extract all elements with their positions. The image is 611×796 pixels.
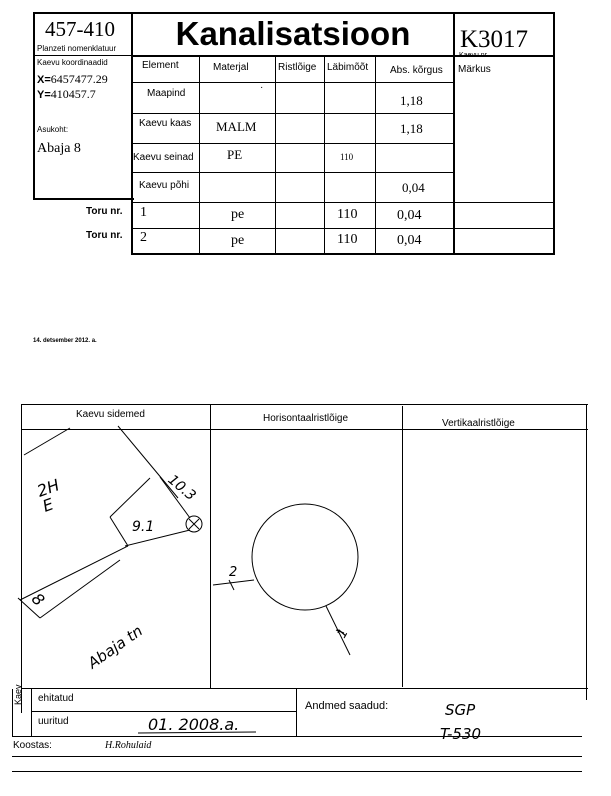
kaev-label: Kaev — [13, 684, 23, 705]
footer-line — [31, 689, 32, 737]
y-coordinate-label: Y= — [37, 89, 51, 101]
row-element: Maapind — [147, 88, 186, 99]
x-coordinate-value: 6457477.29 — [50, 72, 108, 86]
col-header-material: Materjal — [213, 62, 249, 73]
row-element: Kaevu põhi — [139, 180, 190, 191]
x-coordinate-label: X= — [37, 74, 51, 86]
y-coordinate-value: 410457.7 — [50, 87, 96, 101]
row-diameter: 110 — [340, 152, 354, 162]
building-line — [110, 517, 128, 546]
col-header-diameter: Läbimõõt — [327, 62, 369, 73]
data-from-value: SGP — [445, 701, 476, 719]
footer-line — [31, 711, 296, 712]
built-label: ehitatud — [38, 693, 74, 704]
location-label: Asukoht: — [37, 125, 69, 134]
coords-label: Kaevu koordinaadid — [37, 58, 108, 67]
author-value: H.Rohulaid — [105, 740, 152, 751]
distance-label: 10.3 — [164, 471, 199, 505]
col-header-elevation: Abs. kõrgus — [390, 65, 443, 76]
pipe-diameter: 110 — [337, 232, 358, 247]
data-from-value: T-530 — [440, 725, 482, 743]
footer-line — [12, 736, 582, 737]
pipe-2-line — [213, 580, 254, 585]
row-element: Kaevu seinad — [133, 152, 194, 163]
document-date: 14. detsember 2012. a. — [33, 338, 97, 344]
author-label: Koostas: — [13, 740, 52, 751]
pipe-label: Toru nr. — [86, 230, 123, 241]
panel-title-connections: Kaevu sidemed — [76, 409, 145, 420]
row-element: Kaevu kaas — [139, 118, 192, 129]
pipe-label: Toru nr. — [86, 206, 123, 217]
col-header-element: Element — [142, 60, 179, 71]
col-header-section: Ristlõige — [278, 62, 317, 73]
footer-line — [296, 689, 297, 737]
well-number: K3017 — [460, 26, 529, 53]
notes-label: Märkus — [458, 64, 491, 75]
building-line — [20, 546, 128, 600]
pipe-nr: 2 — [140, 230, 147, 245]
building-line — [24, 428, 70, 455]
map-sheet-number: 457-410 — [45, 17, 115, 41]
location-value: Abaja 8 — [37, 141, 81, 156]
measure-line — [40, 560, 120, 618]
well-symbol-cross — [189, 519, 199, 529]
pipe-2-arrow — [229, 580, 234, 590]
well-circle — [252, 504, 358, 610]
street-label: Abaja tn — [84, 621, 147, 673]
pipe-diameter: 110 — [337, 207, 358, 222]
data-from-label: Andmed saadud: — [305, 700, 389, 712]
row-material: PE — [227, 147, 243, 162]
surveyed-value: 01. 2008.a. — [148, 715, 240, 734]
pipe-nr: 1 — [140, 205, 147, 220]
row-elevation: 1,18 — [400, 121, 423, 136]
pipe-2-label: 2 — [229, 565, 238, 580]
distance-label: 9.1 — [132, 519, 155, 535]
page-title: Kanalisatsioon — [175, 15, 411, 52]
map-sheet-label: Planzeti nomenklatuur — [37, 44, 117, 53]
footer-line — [12, 756, 582, 757]
row-elevation: 0,04 — [402, 180, 425, 195]
panel-title-horizontal: Horisontaalristlõige — [263, 413, 349, 424]
surveyed-label: uuritud — [38, 716, 69, 727]
footer-line — [12, 771, 582, 772]
row-elevation: 1,18 — [400, 93, 423, 108]
row-material: · — [260, 82, 264, 93]
pipe-1-label: 1 — [334, 626, 352, 641]
building-line — [110, 478, 150, 517]
panel-title-vertical: Vertikaalristlõige — [442, 418, 515, 429]
pipe-elevation: 0,04 — [397, 233, 422, 248]
pipe-material: pe — [231, 233, 245, 248]
well-number-label: Kaevu nr — [459, 52, 488, 59]
pipe-material: pe — [231, 207, 245, 222]
distance-label: 8 — [27, 589, 49, 610]
row-material: MALM — [216, 119, 257, 134]
building-label: 2H E — [34, 475, 62, 516]
pipe-elevation: 0,04 — [397, 208, 422, 223]
